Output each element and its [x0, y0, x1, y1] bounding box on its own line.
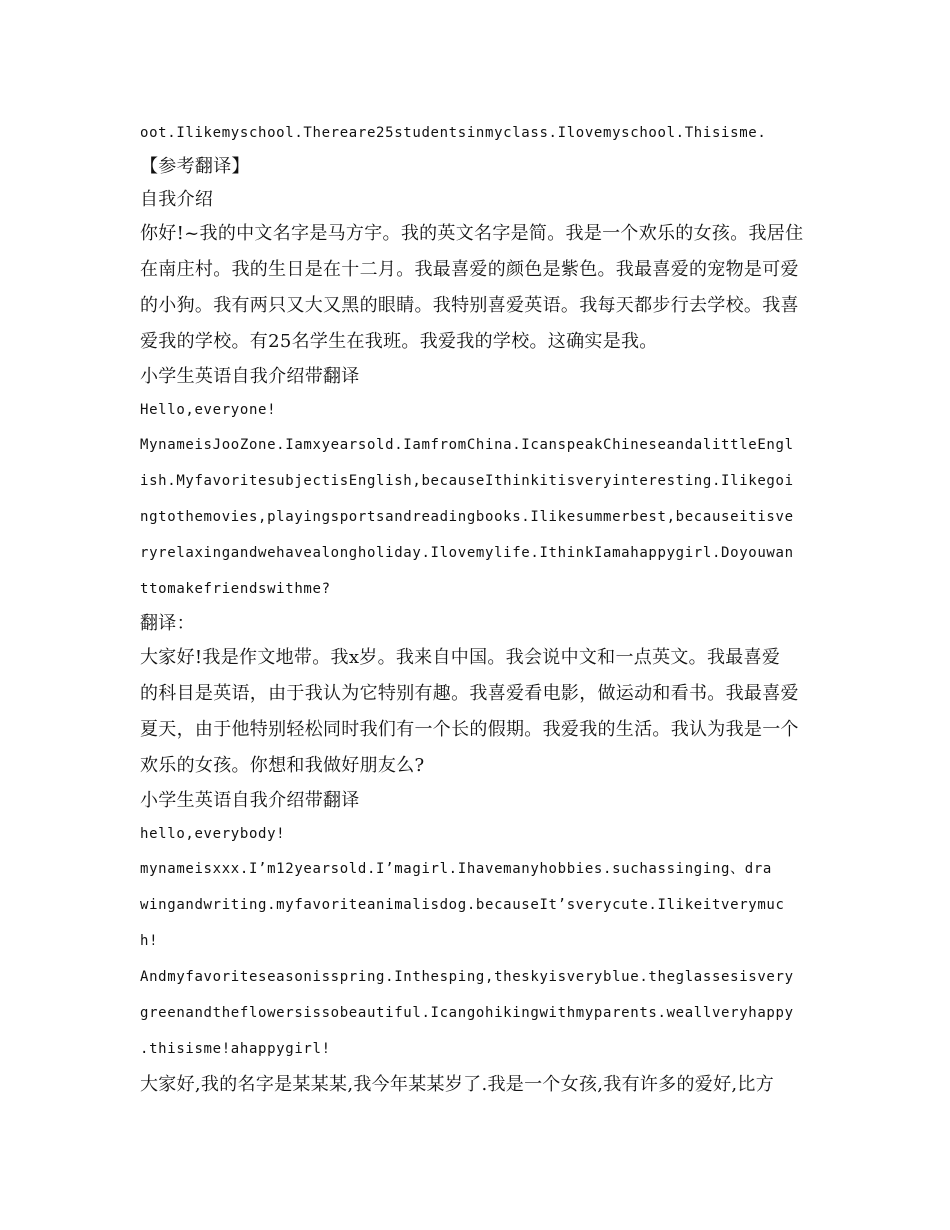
- text-line: 欢乐的女孩。你想和我做好朋友么?: [140, 755, 425, 776]
- text-line: hello,everybody!: [140, 826, 286, 842]
- text-line: 你好!~我的中文名字是马方宇。我的英文名字是简。我是一个欢乐的女孩。我居住: [140, 223, 804, 244]
- section-heading: 【参考翻译】: [140, 156, 250, 177]
- text-line: greenandtheflowersissobeautiful.Icangohikingwithmyparents.weallveryhappy: [140, 1005, 794, 1021]
- text-line: Andmyfavoriteseasonisspring.Inthesping,theskyisveryblue.theglassesisvery: [140, 969, 794, 985]
- text-line: ryrelaxingandwehavealongholiday.Ilovemylife.IthinkIamahappygirl.Doyouwan: [140, 545, 794, 561]
- text-line: h!: [140, 933, 159, 949]
- document-page: [140, 116, 812, 1103]
- text-line: 爱我的学校。有25名学生在我班。我爱我的学校。这确实是我。: [140, 331, 658, 352]
- section-heading: 翻译：: [140, 613, 195, 634]
- text-line: ish.MyfavoritesubjectisEnglish,becauseIthinkitisveryinteresting.Ilikegoi: [140, 473, 794, 489]
- text-line: 的科目是英语，由于我认为它特别有趣。我喜爱看电影，做运动和看书。我最喜爱: [140, 683, 799, 704]
- text-line: ttomakefriendswithme?: [140, 581, 331, 597]
- section-title: 小学生英语自我介绍带翻译: [140, 366, 360, 387]
- text-line: 大家好!我是作文地带。我x岁。我来自中国。我会说中文和一点英文。我最喜爱: [140, 647, 781, 668]
- text-line: 的小狗。我有两只又大又黑的眼睛。我特别喜爱英语。我每天都步行去学校。我喜: [140, 295, 799, 316]
- section-title: 自我介绍: [140, 189, 214, 210]
- text-line: Hello,everyone!: [140, 402, 277, 418]
- text-line: MynameisJooZone.Iamxyearsold.IamfromChina.IcanspeakChineseandalittleEngl: [140, 437, 794, 453]
- text-line: 大家好,我的名字是某某某,我今年某某岁了.我是一个女孩,我有许多的爱好,比方: [140, 1074, 775, 1095]
- text-line: wingandwriting.myfavoriteanimalisdog.becauseIt’sverycute.Ilikeitverymuc: [140, 897, 785, 913]
- text-line: ngtothemovies,playingsportsandreadingbooks.Ilikesummerbest,becauseitisve: [140, 509, 794, 525]
- text-line: 在南庄村。我的生日是在十二月。我最喜爱的颜色是紫色。我最喜爱的宠物是可爱: [140, 259, 799, 280]
- text-line: oot.Ilikemyschool.Thereare25studentsinmyclass.Ilovemyschool.Thisisme.: [140, 125, 767, 141]
- text-line: 夏天，由于他特别轻松同时我们有一个长的假期。我爱我的生活。我认为我是一个: [140, 719, 799, 740]
- text-line: mynameisxxx.I’m12yearsold.I’magirl.Ihavemanyhobbies.suchassinging、dra: [140, 861, 773, 877]
- text-line: .thisisme!ahappygirl!: [140, 1041, 331, 1057]
- section-title: 小学生英语自我介绍带翻译: [140, 790, 360, 811]
